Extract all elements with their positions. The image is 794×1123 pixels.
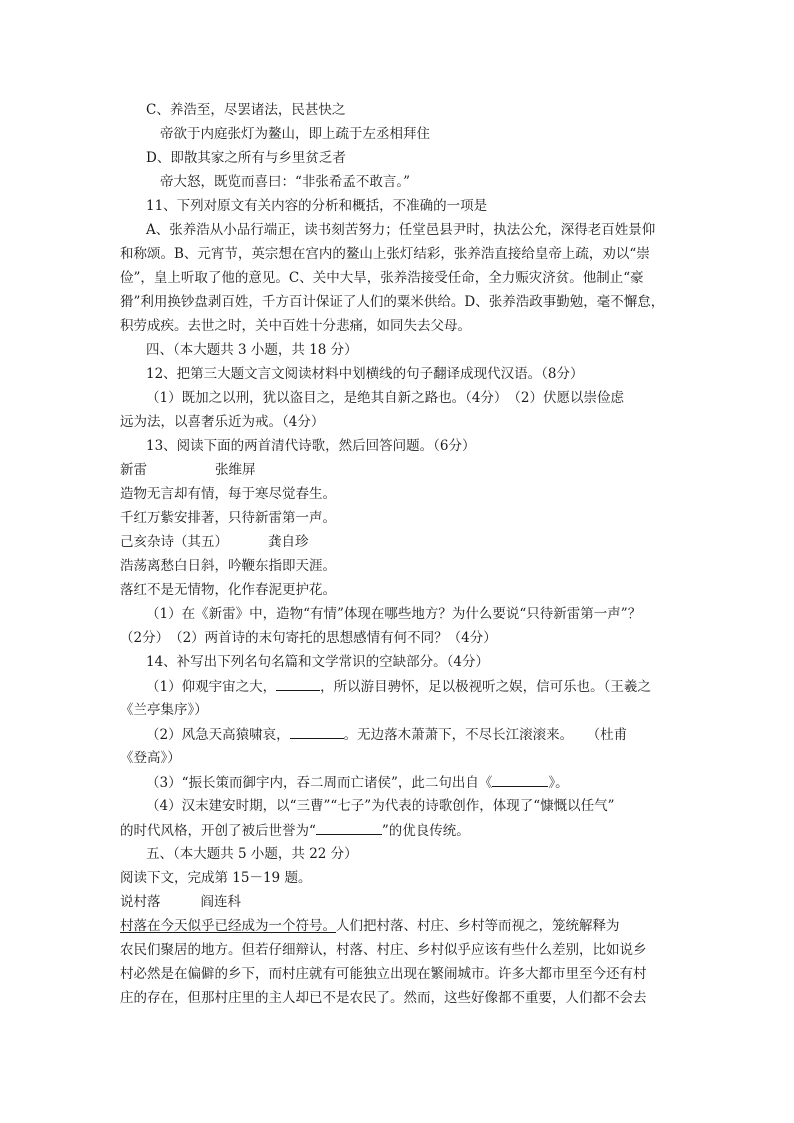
question-14-item-1-source: 《兰亭集序》）	[120, 702, 208, 718]
poem-2-heading	[120, 532, 309, 552]
option-d: D、即散其家之所有与乡里贫乏者	[146, 150, 346, 166]
reading-instruction: 阅读下文，完成第 15－19 题。	[120, 870, 312, 886]
poem-2-line: 浩荡离愁白日斜，吟鞭东指即天涯。	[120, 558, 336, 574]
poem-1-heading	[120, 460, 256, 480]
poem-1-line: 造物无言却有情，每于寒尽觉春生。	[120, 486, 336, 502]
question-11-option-a: A、张养浩从小品行端正，读书刻苦努力；任堂邑县尹时，执法公允，深得老百姓景仰	[146, 222, 656, 238]
question-13-sub: （2分） （2）两首诗的末句寄托的思想感情有何不同？（4分）	[120, 630, 497, 646]
question-14-item-4-continued: 的时代风格，开创了被后世誉为“ ”的优良传统。	[120, 820, 470, 841]
answer-blank[interactable]	[492, 772, 548, 787]
question-14: 14、补写出下列名句名篇和文学常识的空缺部分。（4分）	[146, 654, 490, 670]
poem-1-title: 新雷	[120, 462, 147, 478]
essay-title: 说村落	[120, 894, 161, 910]
question-13-sub: （1）在《新雷》中，造物“有情”体现在哪些地方？为什么要说“只待新雷第一声”？	[146, 606, 642, 622]
question-11-text: 和称颂。B、元宵节，英宗想在宫内的鳌山上张灯结彩，张养浩直接给皇帝上疏，劝以“崇	[120, 246, 650, 262]
essay-heading	[120, 892, 241, 912]
essay-author: 阎连科	[200, 894, 241, 910]
essay-paragraph-line: 农民们聚居的地方。但若仔细辩认，村落、村庄、乡村似乎应该有些什么差别，比如说乡	[120, 942, 647, 958]
poem-2-line: 落红不是无情物，化作春泥更护花。	[120, 582, 336, 598]
question-14-item-2-source: 《登高》）	[120, 750, 181, 766]
option-c: C、养浩至，尽罢诸法，民甚快之	[146, 102, 346, 118]
question-12-sentences: 远为法，以喜奢乐近为戒。（4分）	[120, 414, 325, 430]
option-d-continued: 帝大怒，既览而喜曰：“非张希孟不敢言。”	[160, 174, 411, 190]
question-11-text: 积劳成疾。去世之时，关中百姓十分悲痛，如同失去父母。	[120, 318, 471, 334]
option-c-continued: 帝欲于内庭张灯为鳌山，即上疏于左丞相拜住	[160, 126, 430, 142]
question-11: 11、下列对原文有关内容的分析和概括，不准确的一项是	[146, 198, 488, 214]
question-14-item-4: （4）汉末建安时期，以“三曹”“七子”为代表的诗歌创作，体现了“慷慨以任气”	[146, 798, 615, 814]
answer-blank[interactable]	[316, 820, 382, 835]
poem-2-author: 龚自珍	[268, 534, 309, 550]
answer-blank[interactable]	[276, 676, 320, 691]
essay-paragraph-line: 村落在今天似乎已经成为一个符号。人们把村落、村庄、乡村等而视之，笼统解释为	[120, 918, 620, 934]
underlined-sentence: 村落在今天似乎已经成为一个符号。	[120, 918, 336, 934]
poem-1-line: 千红万紫安排著，只待新雷第一声。	[120, 510, 336, 526]
section-4-heading: 四、（本大题共 3 小题，共 18 分）	[146, 342, 358, 358]
question-14-item-1: （1）仰观宇宙之大， ，所以游目骋怀，足以极视听之娱，信可乐也。（王羲之	[146, 676, 651, 697]
question-13: 13、阅读下面的两首清代诗歌，然后回答问题。（6分）	[146, 438, 476, 454]
question-11-text: 猾”利用换钞盘剥百姓，千方百计保证了人们的粟米供给。D、张养浩政事勤勉，毫不懈怠，	[120, 294, 665, 310]
poem-2-title: 己亥杂诗（其五）	[120, 534, 228, 550]
poem-1-author: 张维屏	[215, 462, 256, 478]
essay-paragraph-line: 村必然是在偏僻的乡下，而村庄就有可能独立出现在繁闹城市。许多大都市里至今还有村	[120, 966, 647, 982]
question-14-item-3: （3）“振长策而御宇内，吞二周而亡诸侯”，此二句出自《 》。	[146, 772, 569, 793]
question-12: 12、把第三大题文言文阅读材料中划横线的句子翻译成现代汉语。（8分）	[146, 366, 584, 382]
question-14-item-2: （2）风急天高猿啸哀， 。无边落木萧萧下，不尽长江滚滚来。 （杜甫	[146, 724, 627, 745]
essay-paragraph-line: 庄的存在，但那村庄里的主人却已不是农民了。然而，这些好像都不重要，人们都不会去	[120, 990, 647, 1006]
answer-blank[interactable]	[290, 724, 344, 739]
question-11-text: 俭”，皇上听取了他的意见。C、关中大旱，张养浩接受任命，全力赈灾济贫。他制止“豪	[120, 270, 644, 286]
section-5-heading: 五、（本大题共 5 小题，共 22 分）	[146, 846, 358, 862]
question-12-sentences: （1）既加之以刑，犹以盗目之，是绝其自新之路也。（4分） （2）伏愿以崇俭虑	[146, 390, 625, 406]
